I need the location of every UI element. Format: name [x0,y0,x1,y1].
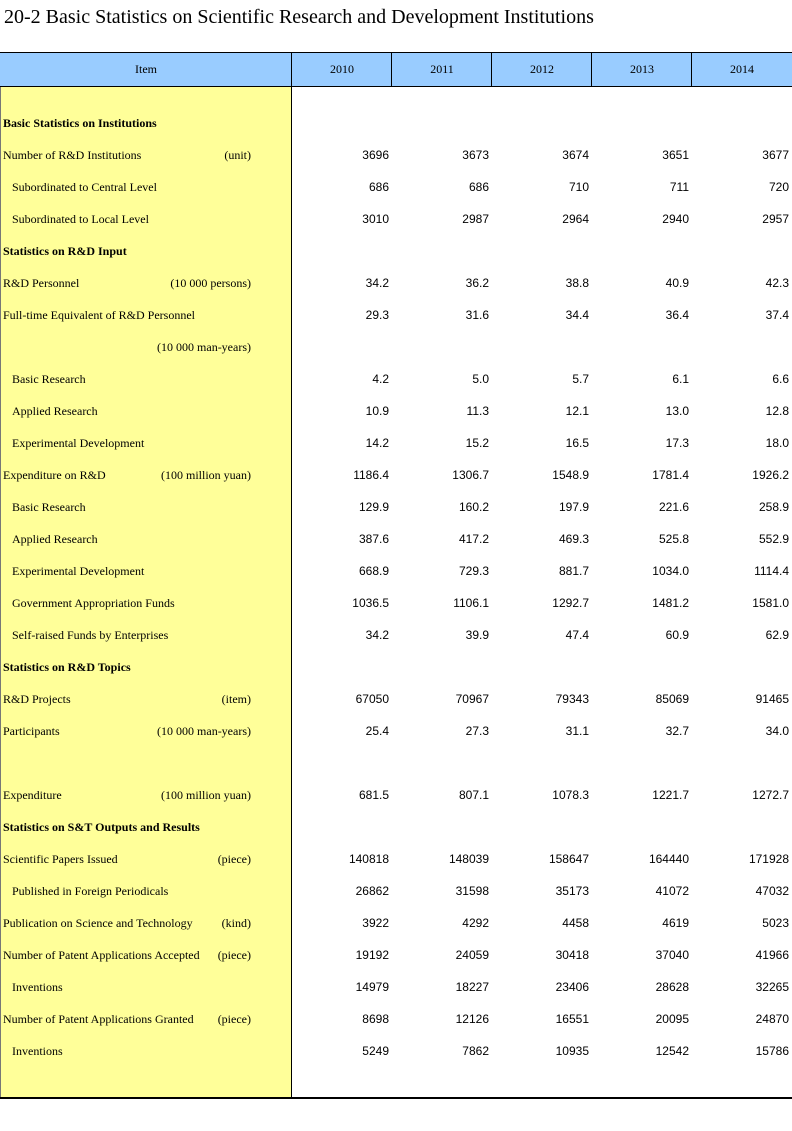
cell-value-2014: 62.9 [765,628,789,642]
row-label: Number of Patent Applications Accepted [3,948,200,962]
cell-value-2010: 129.9 [358,500,389,514]
cell-value-2014: 24870 [755,1012,789,1026]
table-row [0,433,792,453]
cell-value-2012: 469.3 [558,532,589,546]
cell-value-2011: 31.6 [465,308,489,322]
row-unit: (100 million yuan) [161,468,251,482]
cell-value-2014: 6.6 [772,372,789,386]
table-row [0,177,792,197]
cell-value-2010: 387.6 [358,532,389,546]
cell-value-2012: 158647 [548,852,589,866]
cell-value-2010: 34.2 [365,628,389,642]
cell-value-2012: 881.7 [558,564,589,578]
cell-value-2010: 4.2 [372,372,389,386]
row-unit: (10 000 man-years) [157,724,251,738]
cell-value-2011: 39.9 [465,628,489,642]
page-title: 20-2 Basic Statistics on Scientific Research and Development Institutions [4,6,594,28]
cell-value-2010: 67050 [355,692,389,706]
table-row [0,369,792,389]
table-row [0,849,792,869]
cell-value-2014: 171928 [748,852,789,866]
cell-value-2014: 2957 [762,212,789,226]
cell-value-2010: 8698 [362,1012,389,1026]
cell-value-2010: 3010 [362,212,389,226]
table-row [0,945,792,965]
row-label: Applied Research [12,532,98,546]
header-year-2010: 2010 [291,53,392,86]
cell-value-2014: 47032 [755,884,789,898]
cell-value-2010: 10.9 [365,404,389,418]
cell-value-2010: 668.9 [358,564,389,578]
cell-value-2013: 2940 [662,212,689,226]
cell-value-2013: 1034.0 [652,564,689,578]
row-unit: (100 million yuan) [161,788,251,802]
cell-value-2011: 686 [468,180,489,194]
cell-value-2011: 24059 [455,948,489,962]
cell-value-2013: 20095 [655,1012,689,1026]
cell-value-2010: 3922 [362,916,389,930]
cell-value-2012: 1078.3 [552,788,589,802]
row-label: R&D Projects [3,692,71,706]
cell-value-2013: 17.3 [665,436,689,450]
table-row [0,593,792,613]
table-row [0,881,792,901]
table-row [0,337,792,357]
row-label: Inventions [12,1044,63,1058]
table-row [0,273,792,293]
cell-value-2011: 15.2 [465,436,489,450]
cell-value-2014: 1926.2 [752,468,789,482]
row-label: Scientific Papers Issued [3,852,118,866]
row-unit: (piece) [217,1012,251,1026]
header-year-2011: 2011 [391,53,492,86]
cell-value-2011: 7862 [462,1044,489,1058]
cell-value-2014: 1581.0 [752,596,789,610]
cell-value-2013: 60.9 [665,628,689,642]
table-row [0,465,792,485]
cell-value-2014: 5023 [762,916,789,930]
cell-value-2013: 1781.4 [652,468,689,482]
cell-value-2011: 18227 [455,980,489,994]
header-year-2013: 2013 [591,53,692,86]
table-row [0,721,792,741]
header-item: Item [135,62,157,76]
cell-value-2012: 23406 [555,980,589,994]
cell-value-2011: 148039 [448,852,489,866]
cell-value-2010: 14979 [355,980,389,994]
cell-value-2012: 710 [568,180,589,194]
cell-value-2012: 16551 [555,1012,589,1026]
cell-value-2012: 1548.9 [552,468,589,482]
cell-value-2011: 12126 [455,1012,489,1026]
cell-value-2014: 12.8 [765,404,789,418]
cell-value-2012: 31.1 [565,724,589,738]
row-label: Basic Research [12,500,86,514]
row-unit: (10 000 man-years) [157,340,251,354]
cell-value-2014: 15786 [755,1044,789,1058]
section-heading: Statistics on S&T Outputs and Results [3,820,200,834]
row-label: Applied Research [12,404,98,418]
row-label: Full-time Equivalent of R&D Personnel [3,308,195,322]
cell-value-2013: 85069 [655,692,689,706]
cell-value-2011: 3673 [462,148,489,162]
row-label: Expenditure on R&D [3,468,106,482]
cell-value-2010: 681.5 [358,788,389,802]
row-label: Inventions [12,980,63,994]
table-row [0,625,792,645]
cell-value-2012: 3674 [562,148,589,162]
cell-value-2014: 37.4 [765,308,789,322]
cell-value-2013: 221.6 [658,500,689,514]
header-year-2012: 2012 [491,53,592,86]
table-row [0,1041,792,1061]
cell-value-2012: 2964 [562,212,589,226]
cell-value-2013: 525.8 [658,532,689,546]
row-label: Participants [3,724,60,738]
cell-value-2012: 4458 [562,916,589,930]
cell-value-2012: 34.4 [565,308,589,322]
section-heading-row [0,241,792,261]
cell-value-2010: 686 [368,180,389,194]
cell-value-2014: 258.9 [758,500,789,514]
cell-value-2013: 1481.2 [652,596,689,610]
cell-value-2012: 30418 [555,948,589,962]
cell-value-2012: 12.1 [565,404,589,418]
row-unit: (kind) [221,916,251,930]
cell-value-2011: 31598 [455,884,489,898]
cell-value-2013: 1221.7 [652,788,689,802]
cell-value-2013: 40.9 [665,276,689,290]
cell-value-2013: 13.0 [665,404,689,418]
table-row [0,913,792,933]
table-bottom-rule [0,1097,792,1099]
cell-value-2012: 10935 [555,1044,589,1058]
cell-value-2014: 1114.4 [754,564,789,578]
row-label: Self-raised Funds by Enterprises [12,628,169,642]
table-row [0,561,792,581]
row-unit: (item) [221,692,251,706]
cell-value-2011: 11.3 [466,404,489,418]
section-heading: Statistics on R&D Input [3,244,127,258]
row-label: Published in Foreign Periodicals [12,884,169,898]
cell-value-2012: 5.7 [572,372,589,386]
section-heading-row [0,657,792,677]
cell-value-2010: 19192 [355,948,389,962]
cell-value-2014: 552.9 [758,532,789,546]
row-unit: (piece) [217,948,251,962]
cell-value-2014: 18.0 [765,436,789,450]
table-row [0,785,792,805]
cell-value-2011: 729.3 [458,564,489,578]
table-row [0,753,792,773]
table-header [0,52,792,87]
cell-value-2014: 42.3 [765,276,789,290]
row-label: Expenditure [3,788,62,802]
cell-value-2011: 5.0 [472,372,489,386]
cell-value-2012: 35173 [555,884,589,898]
cell-value-2013: 12542 [655,1044,689,1058]
row-label: Number of Patent Applications Granted [3,1012,194,1026]
table-row [0,977,792,997]
row-unit: (piece) [217,852,251,866]
cell-value-2010: 34.2 [365,276,389,290]
row-label: Experimental Development [12,436,145,450]
cell-value-2011: 70967 [455,692,489,706]
cell-value-2010: 5249 [362,1044,389,1058]
cell-value-2012: 1292.7 [552,596,589,610]
cell-value-2011: 417.2 [458,532,489,546]
cell-value-2011: 160.2 [458,500,489,514]
cell-value-2011: 36.2 [465,276,489,290]
cell-value-2013: 711 [669,180,689,194]
row-label: Basic Research [12,372,86,386]
table-row [0,529,792,549]
table-row [0,1009,792,1029]
cell-value-2013: 6.1 [672,372,689,386]
cell-value-2010: 1186.4 [353,468,389,482]
cell-value-2010: 25.4 [365,724,389,738]
cell-value-2014: 34.0 [765,724,789,738]
header-year-2014: 2014 [691,53,792,86]
cell-value-2012: 197.9 [558,500,589,514]
cell-value-2010: 3696 [362,148,389,162]
cell-value-2013: 36.4 [665,308,689,322]
section-heading-row [0,817,792,837]
cell-value-2010: 26862 [355,884,389,898]
row-label: Experimental Development [12,564,145,578]
row-label: Subordinated to Local Level [12,212,149,226]
row-unit: (10 000 persons) [170,276,251,290]
cell-value-2014: 32265 [755,980,789,994]
cell-value-2013: 3651 [662,148,689,162]
section-heading: Basic Statistics on Institutions [3,116,157,130]
table-row [0,305,792,325]
cell-value-2011: 4292 [462,916,489,930]
cell-value-2013: 41072 [655,884,689,898]
cell-value-2011: 807.1 [458,788,489,802]
section-heading: Statistics on R&D Topics [3,660,131,674]
cell-value-2013: 28628 [655,980,689,994]
cell-value-2010: 140818 [348,852,389,866]
cell-value-2013: 32.7 [665,724,689,738]
cell-value-2011: 1106.1 [453,596,489,610]
row-unit: (unit) [224,148,251,162]
cell-value-2013: 164440 [648,852,689,866]
cell-value-2011: 1306.7 [452,468,489,482]
cell-value-2012: 16.5 [565,436,589,450]
cell-value-2014: 720 [768,180,789,194]
cell-value-2012: 79343 [555,692,589,706]
cell-value-2011: 2987 [462,212,489,226]
cell-value-2012: 38.8 [565,276,589,290]
cell-value-2014: 1272.7 [752,788,789,802]
cell-value-2014: 91465 [755,692,789,706]
cell-value-2010: 1036.5 [352,596,389,610]
table-row [0,145,792,165]
cell-value-2013: 37040 [655,948,689,962]
table-row [0,689,792,709]
row-label: Subordinated to Central Level [12,180,157,194]
cell-value-2011: 27.3 [465,724,489,738]
cell-value-2013: 4619 [662,916,689,930]
section-heading-row [0,113,792,133]
row-label: Publication on Science and Technology [3,916,193,930]
row-label: Number of R&D Institutions [3,148,142,162]
row-label: R&D Personnel [3,276,80,290]
table-row [0,401,792,421]
cell-value-2014: 41966 [755,948,789,962]
cell-value-2010: 14.2 [365,436,389,450]
cell-value-2014: 3677 [762,148,789,162]
table-row [0,209,792,229]
row-label: Government Appropriation Funds [12,596,175,610]
table-row [0,497,792,517]
cell-value-2010: 29.3 [365,308,389,322]
cell-value-2012: 47.4 [565,628,589,642]
